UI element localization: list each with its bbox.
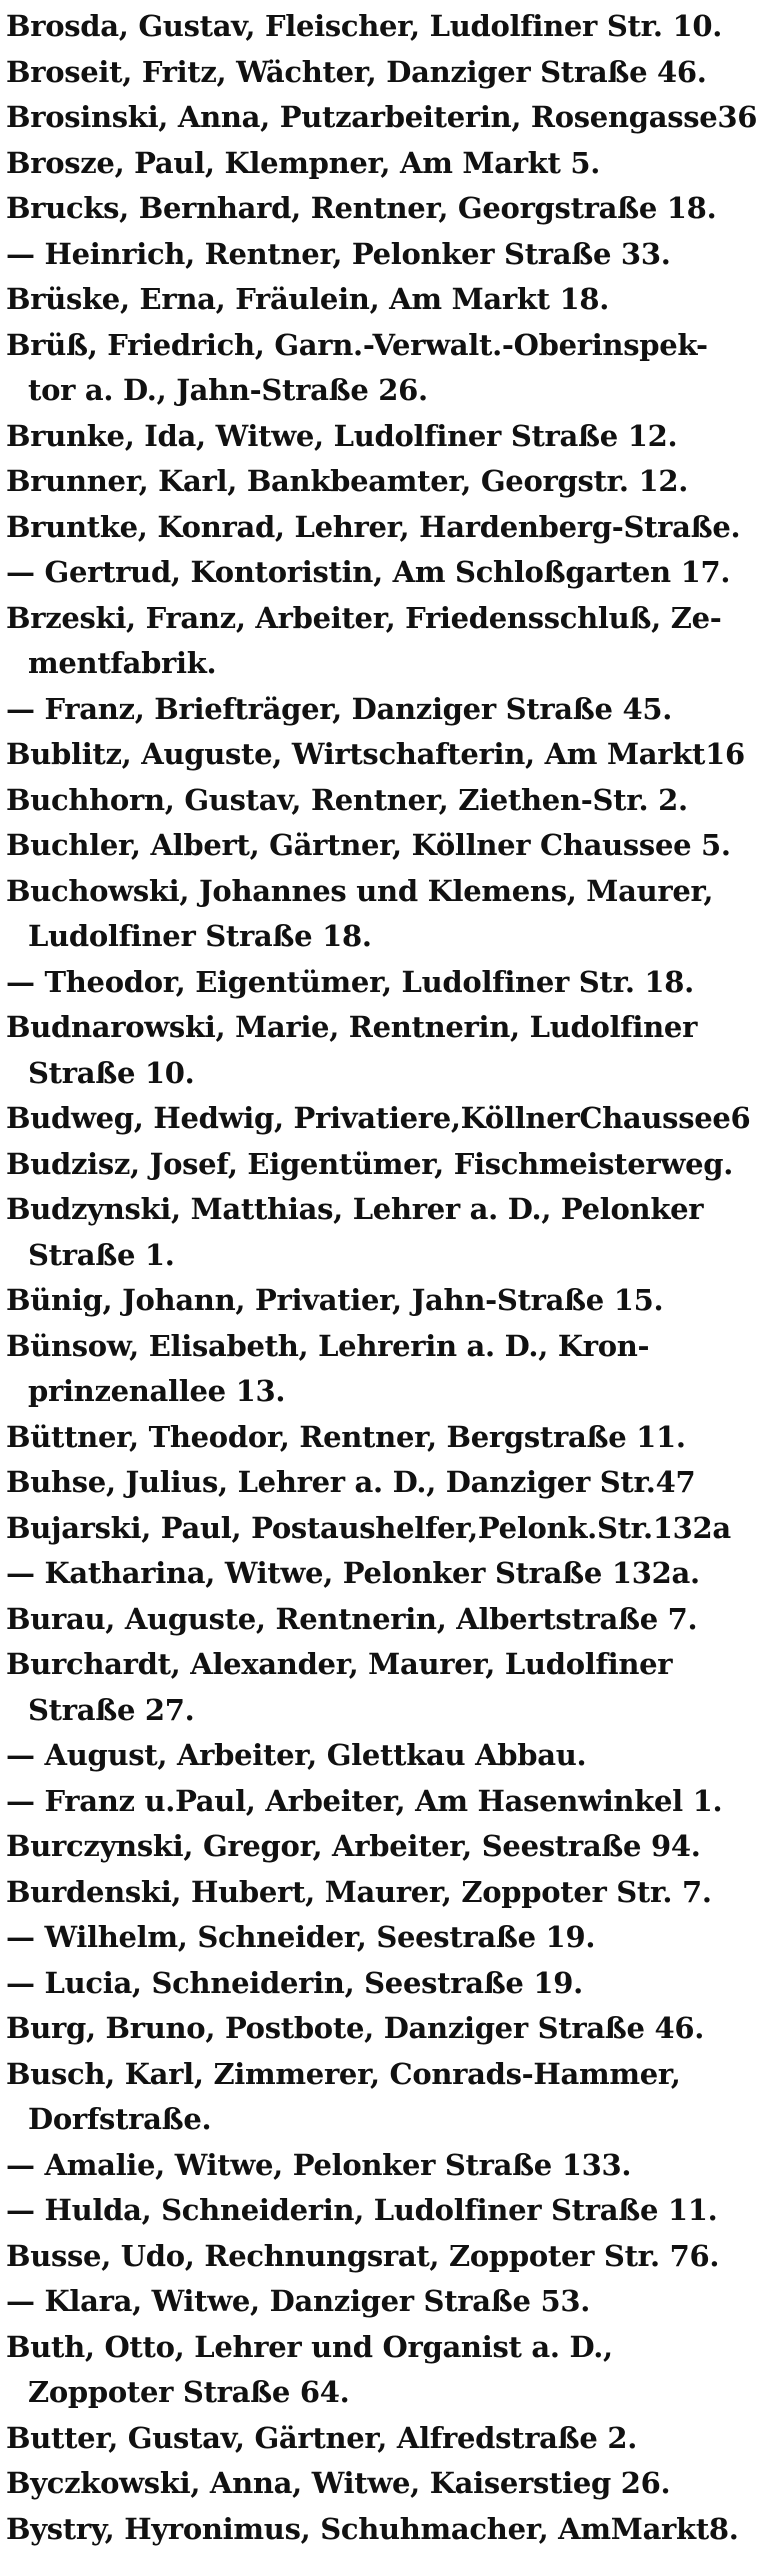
directory-entry: [6, 1187, 774, 1278]
entry-line: Buchler, Albert, Gärtner, Köllner Chaussee 5.: [6, 823, 774, 869]
directory-entry: [6, 1142, 774, 1188]
directory-entry: [6, 1278, 774, 1324]
entry-line: — Gertrud, Kontoristin, Am Schloßgarten 17.: [6, 550, 774, 596]
directory-entry: [6, 2461, 774, 2507]
directory-entry: [6, 1551, 774, 1597]
entry-line: — August, Arbeiter, Glettkau Abbau.: [6, 1733, 774, 1779]
entry-line: Butter, Gustav, Gärtner, Alfredstraße 2.: [6, 2416, 774, 2462]
directory-entry: [6, 1642, 774, 1733]
entry-text: [6, 50, 774, 96]
entry-line: — Lucia, Schneiderin, Seestraße 19.: [6, 1961, 774, 2007]
entry-line: Burczynski, Gregor, Arbeiter, Seestraße 94.: [6, 1824, 774, 1870]
entry-text: [6, 823, 774, 869]
entry-text: [6, 1096, 774, 1142]
entry-text: [6, 141, 774, 187]
entry-line: — Amalie, Witwe, Pelonker Straße 133.: [6, 2143, 774, 2189]
entry-continuation-line: Straße 10.: [6, 1051, 774, 1097]
directory-entry: [6, 50, 774, 96]
directory-entry: [6, 141, 774, 187]
entry-line: Busch, Karl, Zimmerer, Conrads-Hammer,: [6, 2052, 774, 2098]
entry-line: Brzeski, Franz, Arbeiter, Friedensschluß, Ze-: [6, 596, 774, 642]
entry-text: [6, 960, 774, 1006]
entry-line: — Klara, Witwe, Danziger Straße 53.: [6, 2279, 774, 2325]
entry-line: Brosinski, Anna, Putzarbeiterin, Rosengasse36: [6, 95, 774, 141]
entry-continuation-line: mentfabrik.: [6, 641, 774, 687]
entry-continuation-line: prinzenallee 13.: [6, 1369, 774, 1415]
entry-continuation-line: Straße 1.: [6, 1233, 774, 1279]
directory-entry: [6, 1733, 774, 1779]
entry-text: [6, 1324, 774, 1415]
entry-continuation-line: Ludolfiner Straße 18.: [6, 914, 774, 960]
directory-entry: [6, 1915, 774, 1961]
directory-entry: [6, 550, 774, 596]
entry-text: [6, 2143, 774, 2189]
directory-entry: [6, 1324, 774, 1415]
entry-text: [6, 1460, 774, 1506]
entry-text: [6, 687, 774, 733]
entry-line: Buchhorn, Gustav, Rentner, Ziethen-Str. 2.: [6, 778, 774, 824]
entry-text: [6, 2416, 774, 2462]
entry-text: [6, 2325, 774, 2416]
entry-line: Brüß, Friedrich, Garn.-Verwalt.-Oberinspek-: [6, 323, 774, 369]
directory-entry: [6, 2188, 774, 2234]
entry-text: [6, 323, 774, 414]
directory-entry: [6, 414, 774, 460]
entry-line: — Franz, Briefträger, Danziger Straße 45.: [6, 687, 774, 733]
directory-entry: [6, 505, 774, 551]
entry-line: Burau, Auguste, Rentnerin, Albertstraße 7.: [6, 1597, 774, 1643]
directory-entry: [6, 4, 774, 50]
entry-line: Budweg, Hedwig, Privatiere,KöllnerChaussee6: [6, 1096, 774, 1142]
entry-line: Bublitz, Auguste, Wirtschafterin, Am Markt16: [6, 732, 774, 778]
entry-line: Busse, Udo, Rechnungsrat, Zoppoter Str. 76.: [6, 2234, 774, 2280]
directory-entry: [6, 232, 774, 278]
entry-text: [6, 4, 774, 50]
entry-text: [6, 1597, 774, 1643]
directory-entry: [6, 323, 774, 414]
entry-continuation-line: tor a. D., Jahn-Straße 26.: [6, 368, 774, 414]
entry-line: Budnarowski, Marie, Rentnerin, Ludolfiner: [6, 1005, 774, 1051]
directory-entry: [6, 596, 774, 687]
entry-text: [6, 2461, 774, 2507]
directory-entry: [6, 2143, 774, 2189]
entry-line: Burdenski, Hubert, Maurer, Zoppoter Str. 7.: [6, 1870, 774, 1916]
entry-text: [6, 186, 774, 232]
entry-text: [6, 869, 774, 960]
entry-continuation-line: Dorfstraße.: [6, 2097, 774, 2143]
entry-text: [6, 2052, 774, 2143]
directory-entry: [6, 2234, 774, 2280]
entry-text: [6, 2234, 774, 2280]
directory-entry: [6, 2416, 774, 2462]
directory-entry: [6, 1870, 774, 1916]
directory-entry: [6, 778, 774, 824]
entry-text: [6, 1824, 774, 1870]
directory-entry: [6, 186, 774, 232]
directory-entry: [6, 960, 774, 1006]
entry-text: [6, 1415, 774, 1461]
directory-entry: [6, 1779, 774, 1825]
directory-entry: [6, 1096, 774, 1142]
entry-continuation-line: Zoppoter Straße 64.: [6, 2370, 774, 2416]
directory-entry: [6, 869, 774, 960]
directory-entry: [6, 1005, 774, 1096]
entry-text: [6, 1278, 774, 1324]
directory-entry: [6, 95, 774, 141]
entry-text: [6, 1779, 774, 1825]
entry-text: [6, 778, 774, 824]
entry-line: — Wilhelm, Schneider, Seestraße 19.: [6, 1915, 774, 1961]
directory-entry: [6, 2325, 774, 2416]
entry-line: Buhse, Julius, Lehrer a. D., Danziger Str.47: [6, 1460, 774, 1506]
entry-text: [6, 2279, 774, 2325]
entry-line: Brunke, Ida, Witwe, Ludolfiner Straße 12.: [6, 414, 774, 460]
entry-text: [6, 277, 774, 323]
entry-line: Bruntke, Konrad, Lehrer, Hardenberg-Straße.: [6, 505, 774, 551]
entry-line: Burchardt, Alexander, Maurer, Ludolfiner: [6, 1642, 774, 1688]
directory-entry: [6, 687, 774, 733]
entry-text: [6, 1642, 774, 1733]
directory-entry: [6, 2006, 774, 2052]
entry-line: — Heinrich, Rentner, Pelonker Straße 33.: [6, 232, 774, 278]
entry-line: Byczkowski, Anna, Witwe, Kaiserstieg 26.: [6, 2461, 774, 2507]
entry-text: [6, 2507, 774, 2552]
entry-text: [6, 1870, 774, 1916]
entry-line: Brosda, Gustav, Fleischer, Ludolfiner Str. 10.: [6, 4, 774, 50]
entry-line: Brucks, Bernhard, Rentner, Georgstraße 18.: [6, 186, 774, 232]
directory-entry: [6, 1506, 774, 1552]
directory-entry: [6, 1460, 774, 1506]
entry-line: Brosze, Paul, Klempner, Am Markt 5.: [6, 141, 774, 187]
entry-text: [6, 1915, 774, 1961]
entry-line: Büttner, Theodor, Rentner, Bergstraße 11.: [6, 1415, 774, 1461]
entry-text: [6, 1506, 774, 1552]
entry-line: Brunner, Karl, Bankbeamter, Georgstr. 12.: [6, 459, 774, 505]
entry-line: Broseit, Fritz, Wächter, Danziger Straße 46.: [6, 50, 774, 96]
entry-text: [6, 2188, 774, 2234]
entry-text: [6, 2006, 774, 2052]
directory-entry: [6, 1415, 774, 1461]
entry-text: [6, 414, 774, 460]
directory-entry: [6, 2279, 774, 2325]
entry-line: Burg, Bruno, Postbote, Danziger Straße 46.: [6, 2006, 774, 2052]
entry-line: — Theodor, Eigentümer, Ludolfiner Str. 18.: [6, 960, 774, 1006]
entry-text: [6, 505, 774, 551]
entry-continuation-line: Straße 27.: [6, 1688, 774, 1734]
directory-entry: [6, 2052, 774, 2143]
entry-text: [6, 1733, 774, 1779]
entry-text: [6, 1005, 774, 1096]
directory-page: [6, 4, 774, 2340]
entry-text: [6, 232, 774, 278]
entry-text: [6, 550, 774, 596]
directory-entry: [6, 2507, 774, 2552]
entry-line: Budzisz, Josef, Eigentümer, Fischmeisterweg.: [6, 1142, 774, 1188]
directory-entry: [6, 732, 774, 778]
entry-text: [6, 95, 774, 141]
directory-entry: [6, 1597, 774, 1643]
entry-line: Brüske, Erna, Fräulein, Am Markt 18.: [6, 277, 774, 323]
entry-text: [6, 1551, 774, 1597]
entry-line: Bünig, Johann, Privatier, Jahn-Straße 15.: [6, 1278, 774, 1324]
entry-text: [6, 459, 774, 505]
entry-line: — Franz u.Paul, Arbeiter, Am Hasenwinkel 1.: [6, 1779, 774, 1825]
entry-line: Bystry, Hyronimus, Schuhmacher, AmMarkt8.: [6, 2507, 774, 2552]
directory-entry: [6, 277, 774, 323]
entry-text: [6, 1961, 774, 2007]
entry-line: Buth, Otto, Lehrer und Organist a. D.,: [6, 2325, 774, 2371]
directory-entry: [6, 1824, 774, 1870]
entry-text: [6, 1187, 774, 1278]
directory-entry: [6, 459, 774, 505]
directory-entry: [6, 1961, 774, 2007]
entry-text: [6, 596, 774, 687]
entry-line: Bujarski, Paul, Postaushelfer,Pelonk.Str.132a: [6, 1506, 774, 1552]
entry-text: [6, 732, 774, 778]
entry-text: [6, 1142, 774, 1188]
entry-line: Budzynski, Matthias, Lehrer a. D., Pelonker: [6, 1187, 774, 1233]
entry-line: — Katharina, Witwe, Pelonker Straße 132a.: [6, 1551, 774, 1597]
directory-list: [6, 4, 774, 2552]
entry-line: Buchowski, Johannes und Klemens, Maurer,: [6, 869, 774, 915]
entry-line: — Hulda, Schneiderin, Ludolfiner Straße 11.: [6, 2188, 774, 2234]
directory-entry: [6, 823, 774, 869]
entry-line: Bünsow, Elisabeth, Lehrerin a. D., Kron-: [6, 1324, 774, 1370]
